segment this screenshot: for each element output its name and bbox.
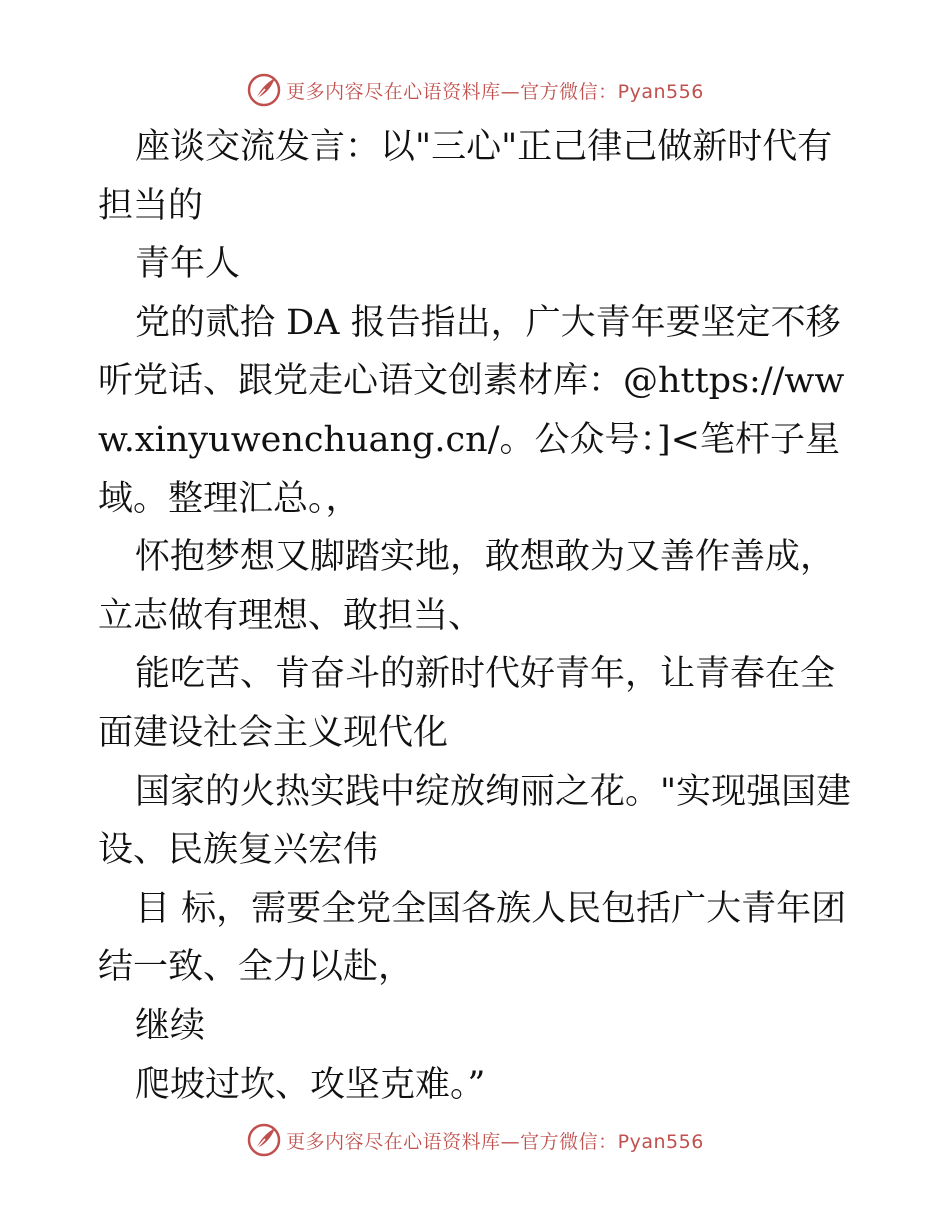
document-body [98,118,858,1114]
header-banner-text: 更多内容尽在心语资料库—官方微信：Pyan556 [286,80,704,103]
footer-banner-text: 更多内容尽在心语资料库—官方微信：Pyan556 [286,1130,704,1153]
feather-pen-logo-icon [246,72,282,108]
feather-pen-logo-icon [246,1122,282,1158]
paragraph: 国家的火热实践中绽放绚丽之花。"实现强国建设、民族复兴宏伟 [98,771,852,871]
paragraph: 目 标，需要全党全国各族人民包括广大青年团结一致、全力以赴， [98,888,847,988]
paragraph-title: 座谈交流发言：以"三心"正己律己做新时代有担当的 [98,127,833,226]
paragraph: 爬坡过坎、攻坚克难。” [135,1064,486,1105]
footer-banner [0,1120,950,1160]
paragraph-title-continued: 青年人 [135,244,241,285]
paragraph: 继续 [135,1005,206,1046]
header-banner [0,70,950,110]
paragraph: 怀抱梦想又脚踏实地，敢想敢为又善作善成，立志做有理想、敢担当、 [98,537,836,636]
paragraph: 党的贰拾 DA 报告指出，广大青年要坚定不移听党话、跟党走心语文创素材库：@https://www.xinyuwenchuang.cn/。公众号：]<笔杆子星域。整理汇总。， [98,302,845,519]
paragraph: 能吃苦、肯奋斗的新时代好青年，让青春在全面建设社会主义现代化 [98,654,836,753]
